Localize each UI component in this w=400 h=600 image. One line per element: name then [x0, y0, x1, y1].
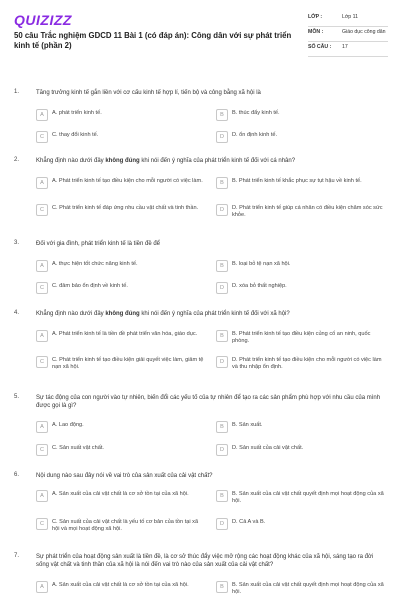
option-letter: B: [216, 490, 228, 502]
question-text: Sự tác động của con người vào tự nhiên, biến đổi các yếu tố của tự nhiên để tạo ra các sản phẩm phù hợp với nhu cầu của mình được gọi là gì?: [36, 395, 381, 409]
option-letter: C: [36, 131, 48, 143]
question-text-post: khi nói đến ý nghĩa của phát triển kinh tế đối với cá nhân?: [139, 158, 296, 164]
option-text: B. Sản xuất của cải vật chất quyết định mọi hoạt động của xã hội.: [232, 491, 384, 504]
option-letter: B: [216, 260, 228, 272]
question-text-pre: Khẳng định nào dưới đây: [36, 311, 106, 317]
option-text: C. Sản xuất của cải vật chất là yếu tố cơ bản của tồn tại xã hội và mọi hoạt động xã hội.: [52, 519, 199, 532]
question-number: 3.: [14, 240, 20, 246]
question-text-post: khi nói đến ý nghĩa của phát triển kinh tế đối với xã hội?: [139, 311, 290, 317]
option-text: D. Cả A và B.: [232, 519, 266, 525]
quiz-meta: [308, 12, 388, 57]
meta-count-row: [308, 42, 388, 57]
option-text: D. ổn định kinh tế.: [232, 132, 278, 138]
option-letter: B: [216, 330, 228, 342]
meta-value-subject: Giáo dục công dân: [342, 29, 386, 35]
option-text: A. phát triển kinh tế.: [52, 110, 102, 116]
option-text: B. Phát triển kinh tế tạo điều kiện củng cố an ninh, quốc phòng.: [232, 331, 371, 344]
option-text: C. Phát triển kinh tế đáp ứng nhu cầu vật chất và tinh thần.: [52, 205, 199, 211]
option-text: A. Lao động.: [52, 422, 84, 428]
option-letter: A: [36, 260, 48, 272]
option-letter: A: [36, 581, 48, 593]
option-text: B. Sản xuất của cải vật chất quyết định mọi hoạt động của xã hội.: [232, 582, 384, 595]
question-text-pre: Khẳng định nào dưới đây: [36, 158, 106, 164]
option-text: A. Phát triển kinh tế tạo điều kiện cho mỗi người có việc làm.: [52, 178, 203, 184]
option-text: D. Sản xuất của cải vật chất.: [232, 445, 304, 451]
option-text: B. Sản xuất.: [232, 422, 263, 428]
quiz-title: 50 câu Trắc nghiệm GDCD 11 Bài 1 (có đáp án): Công dân với sự phát triển kinh tế (phần 2): [14, 31, 292, 50]
option-text: B. thúc đẩy kinh tế.: [232, 110, 280, 116]
option-text: C. đảm bảo ổn định về kinh tế.: [52, 283, 128, 289]
option-text: A. Sản xuất của cải vật chất là cơ sở tồn tại của xã hội.: [52, 491, 189, 497]
question-number: 2.: [14, 157, 20, 163]
question-text: Đối với gia đình, phát triển kinh tế là tiền đề để: [36, 241, 161, 247]
question-number: 7.: [14, 553, 20, 559]
option-text: D. xóa bỏ thất nghiệp.: [232, 283, 287, 289]
header: [0, 0, 400, 70]
option-text: D. Phát triển kinh tế tạo điều kiện cho mỗi người có việc làm và thu nhập ổn định.: [232, 357, 382, 370]
option-text: A. Sản xuất của cải vật chất là cơ sở tồn tại của xã hội.: [52, 582, 189, 588]
option-letter: C: [36, 356, 48, 368]
option-text: B. Phát triển kinh tế khắc phục sự tụt hậu về kinh tế.: [232, 178, 362, 184]
option-text: C. thay đổi kinh tế.: [52, 132, 99, 138]
question-number: 1.: [14, 89, 20, 95]
question-number: 4.: [14, 310, 20, 316]
meta-label-subject: MÔN :: [308, 29, 324, 35]
option-letter: D: [216, 204, 228, 216]
option-letter: D: [216, 131, 228, 143]
meta-subject-row: [308, 27, 388, 42]
meta-class-row: [308, 12, 388, 27]
option-letter: A: [36, 330, 48, 342]
question-text: [36, 157, 386, 165]
option-letter: C: [36, 518, 48, 530]
meta-value-count: 17: [342, 44, 348, 50]
option-letter: D: [216, 444, 228, 456]
question-number: 5.: [14, 394, 20, 400]
option-text: D. Phát triển kinh tế giúp cá nhân có điều kiện chăm sóc sức khỏe.: [232, 205, 383, 218]
option-letter: B: [216, 109, 228, 121]
question-text: Nội dung nào sau đây nói về vai trò của sản xuất của cải vật chất?: [36, 473, 213, 479]
question-number: 6.: [14, 472, 20, 478]
option-text: A. thực hiện tốt chức năng kinh tế.: [52, 261, 138, 267]
option-letter: D: [216, 518, 228, 530]
option-letter: A: [36, 421, 48, 433]
option-letter: A: [36, 490, 48, 502]
option-text: A. Phát triển kinh tế là tiền đề phát triển văn hóa, giáo dục.: [52, 331, 198, 337]
option-letter: A: [36, 109, 48, 121]
question-text-emphasis: không đúng: [105, 158, 140, 164]
option-letter: C: [36, 444, 48, 456]
option-text: B. loại bỏ tệ nạn xã hội.: [232, 261, 291, 267]
option-text: C. Sản xuất vật chất.: [52, 445, 104, 451]
option-letter: A: [36, 177, 48, 189]
meta-value-class: Lớp 11: [342, 14, 358, 20]
option-letter: B: [216, 421, 228, 433]
option-text: C. Phát triển kinh tế tạo điều kiện giải quyết việc làm, giảm tệ nạn xã hội.: [52, 357, 204, 370]
option-letter: B: [216, 581, 228, 593]
quizizz-logo: QUIZIZZ: [14, 12, 72, 28]
question-text: [36, 310, 386, 318]
option-letter: D: [216, 356, 228, 368]
option-letter: B: [216, 177, 228, 189]
question-text-emphasis: không đúng: [105, 311, 140, 317]
option-letter: D: [216, 282, 228, 294]
meta-label-class: LỚP :: [308, 14, 323, 20]
question-text: Sự phát triển của hoạt động sản xuất là tiền đề, là cơ sở thúc đẩy việc mở rộng các hoạt động khác của xã hội, sáng tạo ra đời sống vật chất và tinh thần của xã hội là nói đến vai trò nào của sản xuất của cải vật chất?: [36, 554, 374, 568]
option-letter: C: [36, 282, 48, 294]
meta-label-count: SỐ CÂU :: [308, 44, 332, 50]
option-letter: C: [36, 204, 48, 216]
question-text: Tăng trưởng kinh tế gắn liền với cơ cấu kinh tế hợp lí, tiến bộ và công bằng xã hội là: [36, 90, 261, 96]
